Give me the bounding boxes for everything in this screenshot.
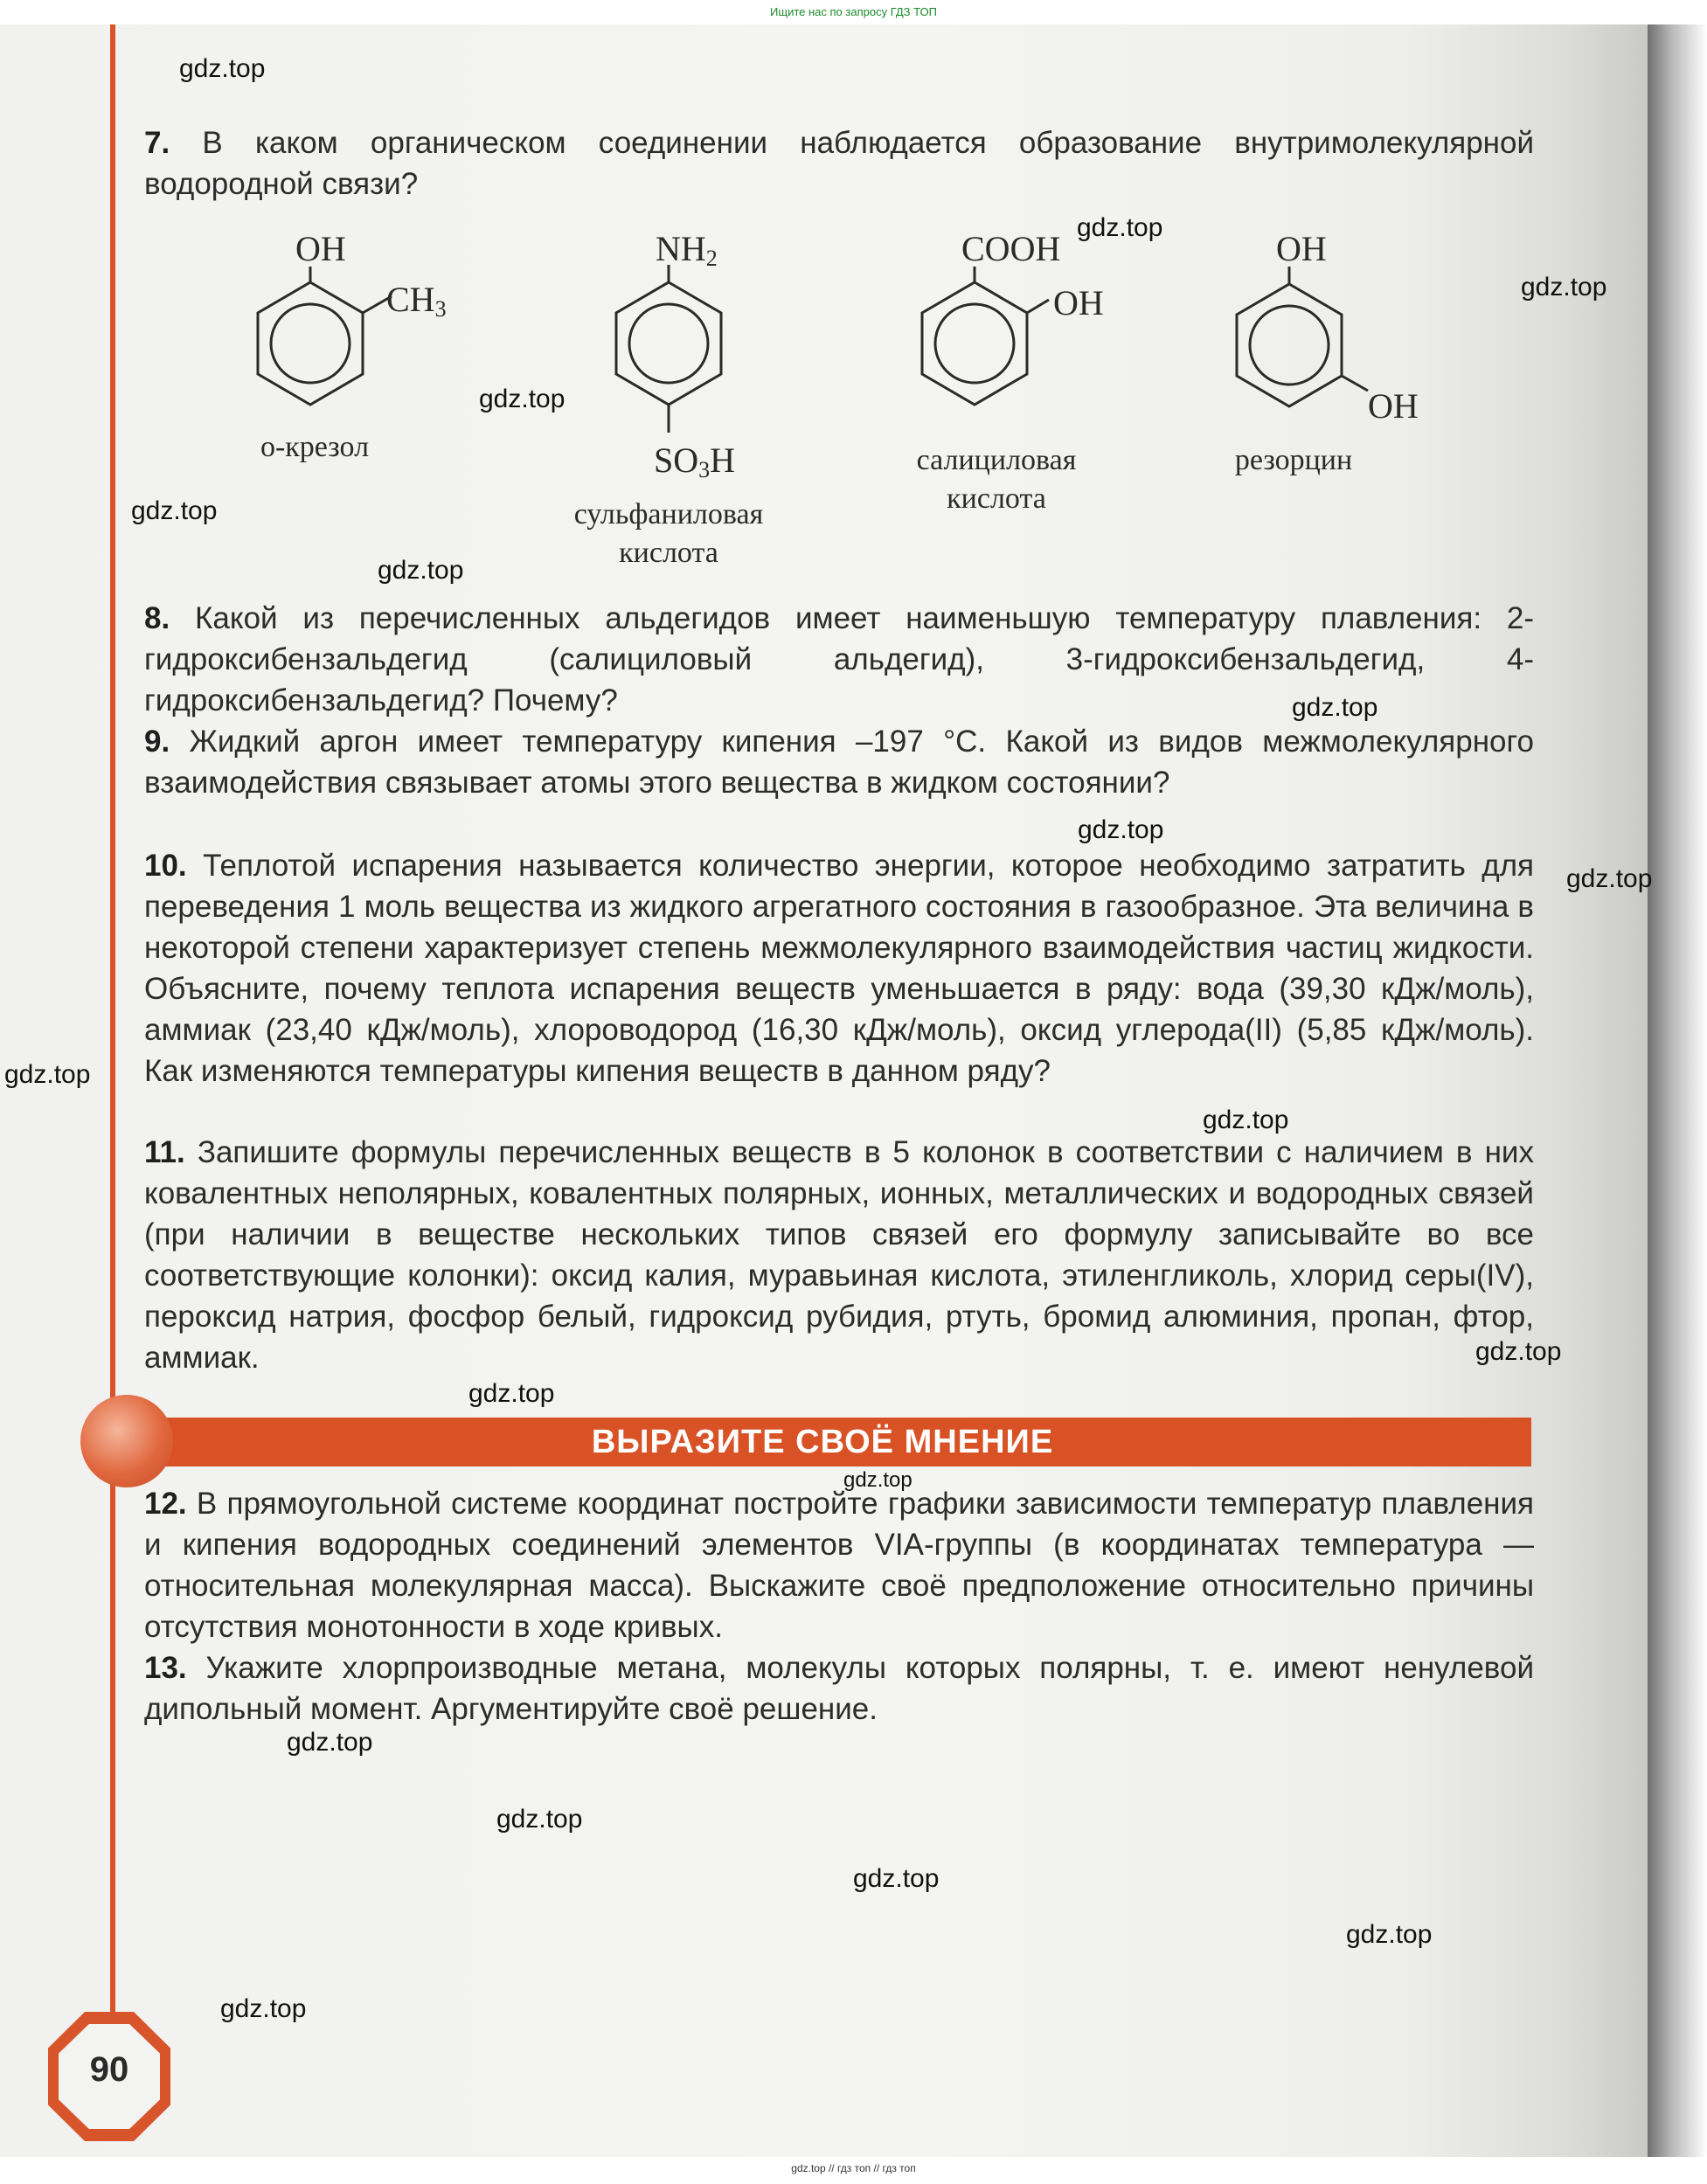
task-number: 13. (144, 1651, 187, 1685)
task-9 (144, 721, 1534, 803)
task-number: 8. (144, 601, 170, 635)
watermark: gdz.top (1475, 1337, 1562, 1366)
watermark: gdz.top (1077, 213, 1163, 242)
watermark: gdz.top (1292, 693, 1378, 722)
task-10 (144, 845, 1534, 1092)
hydroxyl-group: OH (1276, 229, 1327, 268)
task-number: 12. (144, 1487, 187, 1521)
methyl-group: $CH_3$ (386, 280, 447, 322)
task-number: 10. (144, 849, 187, 883)
watermark: gdz.top (4, 1060, 91, 1089)
task-text: В каком органическом соединении наблюдается образование внутримолекулярной водородной связи? (144, 126, 1535, 201)
watermark: gdz.top (853, 1864, 940, 1893)
page-number: 90 (89, 2050, 129, 2089)
watermark: gdz.top (1566, 864, 1653, 893)
hydroxyl-group: OH (1368, 386, 1419, 426)
task-text: Теплотой испарения называется количество энергии, которое необходимо затратить для переведения 1 моль вещества из жидкого агрегатного состояния в газообразное. Эта величина в некоторой степени характеризует степень межмолекулярного взаимодействия частиц жидкости. Объясните, почему теплота испарения веществ уменьшается в ряду: вода (39,30 кДж/моль), аммиак (23,40 кДж/моль), хлороводород (16,30 кДж/моль), оксид углерода(II) (5,85 кДж/моль). Как изменяются температуры кипения веществ в данном ряду? (144, 849, 1535, 1088)
hydroxyl-group: OH (295, 229, 346, 268)
task-text: Укажите хлорпроизводные метана, молекулы которых полярны, т. е. имеют ненулевой дипольный момент. Аргументируйте своё решение. (144, 1651, 1535, 1726)
task-7 (144, 122, 1534, 205)
amino-group: $NH_2$ (656, 229, 718, 271)
compound-name: салициловая кислота (916, 444, 1077, 515)
task-text: Жидкий аргон имеет температуру кипения –197 °С. Какой из видов межмолекулярного взаимодействия связывает атомы этого вещества в жидком состоянии? (144, 725, 1534, 800)
watermark: gdz.top (1203, 1106, 1289, 1134)
footer-note: gdz.top // гдз топ // гдз топ (791, 2162, 916, 2174)
task-number: 7. (144, 126, 170, 160)
task-number: 9. (144, 725, 170, 759)
benzene-ring-icon (616, 265, 721, 433)
header-note: Ищите нас по запросу ГДЗ ТОП (770, 5, 937, 18)
watermark: gdz.top (1521, 273, 1607, 302)
task-12 (144, 1483, 1534, 1647)
watermark: gdz.top (179, 54, 266, 83)
watermark: gdz.top (496, 1805, 583, 1834)
watermark: gdz.top (131, 496, 218, 525)
watermark: gdz.top (843, 1468, 912, 1492)
sulfo-group: $SO_3H$ (654, 440, 736, 482)
watermark: gdz.top (1346, 1920, 1433, 1949)
watermark: gdz.top (468, 1379, 555, 1408)
benzene-rings-drawing (0, 223, 1707, 590)
carboxyl-group: COOH (961, 229, 1061, 268)
watermark: gdz.top (220, 1994, 307, 2023)
task-13 (144, 1647, 1534, 1730)
benzene-ring-icon (922, 267, 1049, 405)
benzene-ring-icon (258, 267, 392, 405)
watermark: gdz.top (1078, 815, 1164, 844)
task-11 (144, 1132, 1534, 1378)
watermark: gdz.top (378, 556, 464, 585)
hydroxyl-group: OH (1053, 283, 1104, 322)
benzene-ring-icon (1237, 267, 1368, 406)
chemical-structures (0, 223, 1707, 590)
watermark: gdz.top (287, 1728, 373, 1757)
watermark: gdz.top (479, 385, 566, 413)
task-text: В прямоугольной системе координат постройте графики зависимости температур плавления и кипения водородных соединений элементов VIA-группы (в координатах температура — относительная молекулярная масса). Выскажите своё предположение относительно причины отсутствия монотонности в ходе кривых. (144, 1487, 1534, 1644)
compound-name: о-крезол (260, 431, 370, 463)
compound-name: сульфаниловая кислота (573, 498, 764, 569)
task-text: Какой из перечисленных альдегидов имеет наименьшую температуру плавления: 2-гидроксибензальдегид (салициловый альдегид), 3-гидроксибензальдегид, 4-гидроксибензальдегид? Почему? (144, 601, 1534, 718)
compound-name: резорцин (1234, 444, 1353, 476)
banner-circle-icon (80, 1395, 173, 1487)
section-banner: ВЫРАЗИТЕ СВОЁ МНЕНИЕ (114, 1418, 1531, 1466)
task-number: 11. (144, 1135, 185, 1169)
task-text: Запишите формулы перечисленных веществ в 5 колонок в соответствии с наличием в них ковалентных неполярных, ковалентных полярных, ионных, металлических и водородных связей (при наличии в веществе нескольких типов связей его формулу записывайте во все соответствующие колонки): оксид калия, муравьиная кислота, этиленгликоль, хлорид серы(IV), пероксид натрия, фосфор белый, гидроксид рубидия, ртуть, бромид алюминия, пропан, фтор, аммиак. (144, 1135, 1534, 1375)
